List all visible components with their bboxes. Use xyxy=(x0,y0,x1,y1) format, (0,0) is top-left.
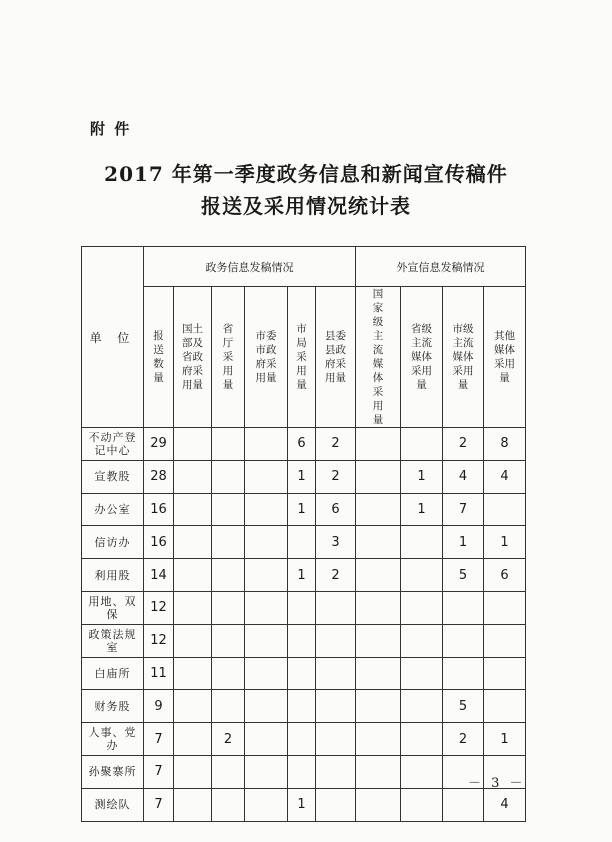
value-cell: 6 xyxy=(288,428,316,461)
value-cell xyxy=(443,788,484,821)
value-cell: 6 xyxy=(484,559,526,592)
value-cell xyxy=(212,657,245,690)
table-row xyxy=(82,788,526,821)
table-row xyxy=(82,428,526,461)
value-cell: 1 xyxy=(288,559,316,592)
value-cell xyxy=(245,690,288,723)
value-cell xyxy=(316,624,356,657)
value-cell xyxy=(174,559,212,592)
column-header: 省级主流媒体采用量 xyxy=(401,287,443,428)
value-cell xyxy=(356,723,401,756)
value-cell xyxy=(401,428,443,461)
table-row xyxy=(82,559,526,592)
unit-cell: 利用股 xyxy=(82,559,144,592)
value-cell: 2 xyxy=(443,723,484,756)
table-row xyxy=(82,723,526,756)
column-header: 报送数量 xyxy=(144,287,174,428)
value-cell xyxy=(212,624,245,657)
column-header: 县委县政府采用量 xyxy=(316,287,356,428)
value-cell xyxy=(356,559,401,592)
table-row xyxy=(82,493,526,526)
value-cell xyxy=(245,591,288,624)
table-row xyxy=(82,755,526,788)
value-cell xyxy=(245,755,288,788)
title-line-2: 报送及采用情况统计表 xyxy=(201,194,411,218)
value-cell xyxy=(484,690,526,723)
unit-cell: 人事、党办 xyxy=(82,723,144,756)
value-cell xyxy=(288,624,316,657)
value-cell xyxy=(212,559,245,592)
unit-cell: 孙聚寨所 xyxy=(82,755,144,788)
value-cell xyxy=(174,428,212,461)
value-cell xyxy=(356,591,401,624)
value-cell xyxy=(443,624,484,657)
value-cell: 4 xyxy=(484,460,526,493)
value-cell: 2 xyxy=(212,723,245,756)
column-header: 其他媒体采用量 xyxy=(484,287,526,428)
value-cell xyxy=(401,559,443,592)
value-cell xyxy=(212,526,245,559)
value-cell xyxy=(174,493,212,526)
value-cell xyxy=(174,460,212,493)
unit-cell: 白庙所 xyxy=(82,657,144,690)
value-cell xyxy=(288,690,316,723)
value-cell: 4 xyxy=(443,460,484,493)
value-cell xyxy=(245,460,288,493)
value-cell xyxy=(484,657,526,690)
value-cell: 2 xyxy=(316,559,356,592)
value-cell: 7 xyxy=(144,723,174,756)
value-cell xyxy=(288,591,316,624)
annex-label: 附 件 xyxy=(90,120,132,138)
unit-cell: 财务股 xyxy=(82,690,144,723)
value-cell xyxy=(356,690,401,723)
unit-cell: 用地、双保 xyxy=(82,591,144,624)
value-cell xyxy=(288,755,316,788)
value-cell xyxy=(245,526,288,559)
value-cell xyxy=(288,723,316,756)
column-header: 市委市政府采用量 xyxy=(245,287,288,428)
value-cell xyxy=(174,624,212,657)
value-cell xyxy=(245,559,288,592)
value-cell xyxy=(212,460,245,493)
value-cell xyxy=(174,591,212,624)
value-cell xyxy=(288,526,316,559)
value-cell: 1 xyxy=(401,493,443,526)
value-cell xyxy=(356,624,401,657)
value-cell: 5 xyxy=(443,690,484,723)
value-cell xyxy=(356,788,401,821)
value-cell xyxy=(316,788,356,821)
column-header: 市级主流媒体采用量 xyxy=(443,287,484,428)
value-cell xyxy=(484,591,526,624)
value-cell: 7 xyxy=(144,755,174,788)
value-cell: 1 xyxy=(484,526,526,559)
unit-cell: 办公室 xyxy=(82,493,144,526)
value-cell: 2 xyxy=(443,428,484,461)
value-cell xyxy=(401,690,443,723)
value-cell xyxy=(245,624,288,657)
value-cell: 8 xyxy=(484,428,526,461)
value-cell: 5 xyxy=(443,559,484,592)
value-cell xyxy=(443,591,484,624)
value-cell: 16 xyxy=(144,493,174,526)
value-cell xyxy=(401,657,443,690)
value-cell xyxy=(212,755,245,788)
value-cell: 6 xyxy=(316,493,356,526)
table-row xyxy=(82,657,526,690)
value-cell: 9 xyxy=(144,690,174,723)
column-header: 省厅采用量 xyxy=(212,287,245,428)
value-cell: 29 xyxy=(144,428,174,461)
value-cell: 7 xyxy=(144,788,174,821)
value-cell: 1 xyxy=(288,788,316,821)
table-row xyxy=(82,624,526,657)
column-header: 国家级主流媒体采用量 xyxy=(356,287,401,428)
value-cell: 14 xyxy=(144,559,174,592)
value-cell xyxy=(356,428,401,461)
table-row xyxy=(82,460,526,493)
group-header-gov: 政务信息发稿情况 xyxy=(144,247,356,287)
value-cell xyxy=(401,591,443,624)
value-cell xyxy=(316,723,356,756)
value-cell xyxy=(316,690,356,723)
value-cell: 2 xyxy=(316,428,356,461)
group-header-media: 外宣信息发稿情况 xyxy=(356,247,526,287)
value-cell xyxy=(356,460,401,493)
value-cell xyxy=(484,624,526,657)
table-row xyxy=(82,526,526,559)
value-cell xyxy=(356,657,401,690)
value-cell xyxy=(401,526,443,559)
value-cell xyxy=(288,657,316,690)
value-cell: 2 xyxy=(316,460,356,493)
unit-cell: 测绘队 xyxy=(82,788,144,821)
value-cell xyxy=(212,690,245,723)
value-cell xyxy=(316,755,356,788)
value-cell xyxy=(356,755,401,788)
value-cell xyxy=(356,526,401,559)
value-cell xyxy=(401,788,443,821)
value-cell xyxy=(356,493,401,526)
value-cell xyxy=(245,493,288,526)
statistics-table xyxy=(81,246,526,822)
value-cell: 1 xyxy=(443,526,484,559)
value-cell: 16 xyxy=(144,526,174,559)
value-cell: 11 xyxy=(144,657,174,690)
value-cell xyxy=(174,755,212,788)
value-cell: 3 xyxy=(316,526,356,559)
unit-column-header: 单 位 xyxy=(82,247,144,428)
value-cell: 7 xyxy=(443,493,484,526)
value-cell xyxy=(174,657,212,690)
value-cell: 1 xyxy=(288,460,316,493)
value-cell: 12 xyxy=(144,624,174,657)
value-cell xyxy=(401,723,443,756)
table-row xyxy=(82,690,526,723)
unit-cell: 不动产登记中心 xyxy=(82,428,144,461)
value-cell xyxy=(174,723,212,756)
value-cell: 1 xyxy=(484,723,526,756)
unit-cell: 信访办 xyxy=(82,526,144,559)
column-header: 国土部及省政府采用量 xyxy=(174,287,212,428)
value-cell xyxy=(316,591,356,624)
value-cell xyxy=(212,591,245,624)
value-cell xyxy=(401,755,443,788)
value-cell xyxy=(174,788,212,821)
table-row xyxy=(82,591,526,624)
value-cell xyxy=(245,657,288,690)
value-cell xyxy=(245,723,288,756)
column-header: 市局采用量 xyxy=(288,287,316,428)
value-cell xyxy=(245,428,288,461)
value-cell xyxy=(174,690,212,723)
value-cell: 4 xyxy=(484,788,526,821)
value-cell: 12 xyxy=(144,591,174,624)
value-cell xyxy=(212,428,245,461)
value-cell xyxy=(174,526,212,559)
value-cell xyxy=(443,657,484,690)
value-cell xyxy=(212,788,245,821)
value-cell xyxy=(245,788,288,821)
value-cell xyxy=(212,493,245,526)
value-cell: 1 xyxy=(288,493,316,526)
value-cell: 28 xyxy=(144,460,174,493)
unit-cell: 政策法规室 xyxy=(82,624,144,657)
value-cell xyxy=(401,624,443,657)
page-number: － 3 － xyxy=(468,776,526,791)
value-cell: 1 xyxy=(401,460,443,493)
title-line-1: 2017 年第一季度政务信息和新闻宣传稿件 xyxy=(104,162,508,186)
value-cell xyxy=(316,657,356,690)
value-cell xyxy=(484,493,526,526)
unit-cell: 宣教股 xyxy=(82,460,144,493)
